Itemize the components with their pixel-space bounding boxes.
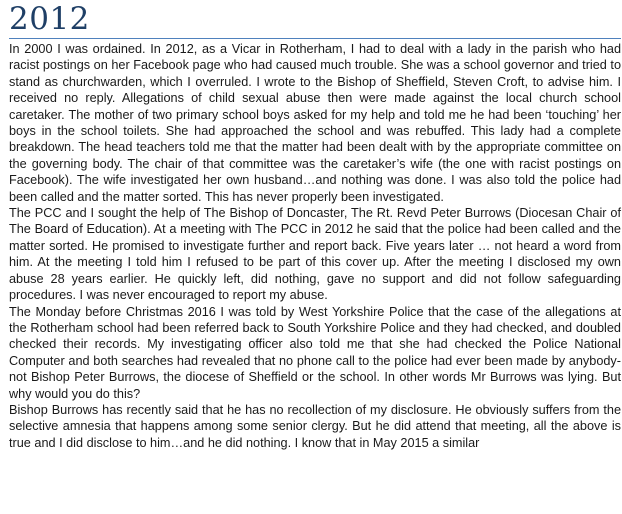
paragraph: In 2000 I was ordained. In 2012, as a Vicar in Rotherham, I had to deal with a lady in the parish who had racist postings on her Facebook page who had caused much trouble. She was a school governor and tried to stand as churchwarden, which I overruled. I wrote to the Bishop of Sheffield, Steven Croft, to advise him. I received no reply. Allegations of child sexual abuse then were made against the local church school caretaker. The mother of two primary school boys asked for my help and told me he had been ‘touching’ her boys in the school toilets. She had approached the school and was rebuffed. This lady had a complete breakdown. The head teachers told me that the matter had been dealt with by the appropriate committee on the governing body. The chair of that committee was the caretaker’s wife (the one with racist postings on Facebook). The wife investigated her own husband…and nothing was done. I was also told the police had been called and the matter sorted. This has never properly been investigated. xyxy=(9,42,621,204)
page-heading: 2012 xyxy=(9,1,90,37)
paragraph: The PCC and I sought the help of The Bishop of Doncaster, The Rt. Revd Peter Burrows (Diocesan Chair of The Board of Education). At a meeting with The PCC in 2012 he said that the police had been called and the matter sorted. He promised to investigate further and report back. Five years later … not heard a word from him. At the meeting I told him I refused to be part of this cover up. After the meeting I disclosed my own abuse 28 years earlier. He quickly left, did nothing, gave no support and did not follow safeguarding procedures. I was never encouraged to report my abuse. xyxy=(9,206,621,303)
heading-underline xyxy=(9,38,621,39)
paragraph: The Monday before Christmas 2016 I was told by West Yorkshire Police that the case of the allegations at the Rotherham school had been referred back to South Yorkshire Police and they had checked, and doubled checked their records. My investigating officer also told me that she had checked the Police National Computer and both searches had revealed that no phone call to the police had ever been made by anybody-not Bishop Peter Burrows, the diocese of Sheffield or the school. In other words Mr Burrows was lying. But why would you do this? xyxy=(9,304,621,401)
document-body xyxy=(9,41,621,451)
paragraph: Bishop Burrows has recently said that he has no recollection of my disclosure. He obviously suffers from the selective amnesia that happens among some senior clergy. But he did attend that meeting, all the above is true and I did disclose to him…and he did nothing. I know that in May 2015 a similar xyxy=(9,402,621,450)
